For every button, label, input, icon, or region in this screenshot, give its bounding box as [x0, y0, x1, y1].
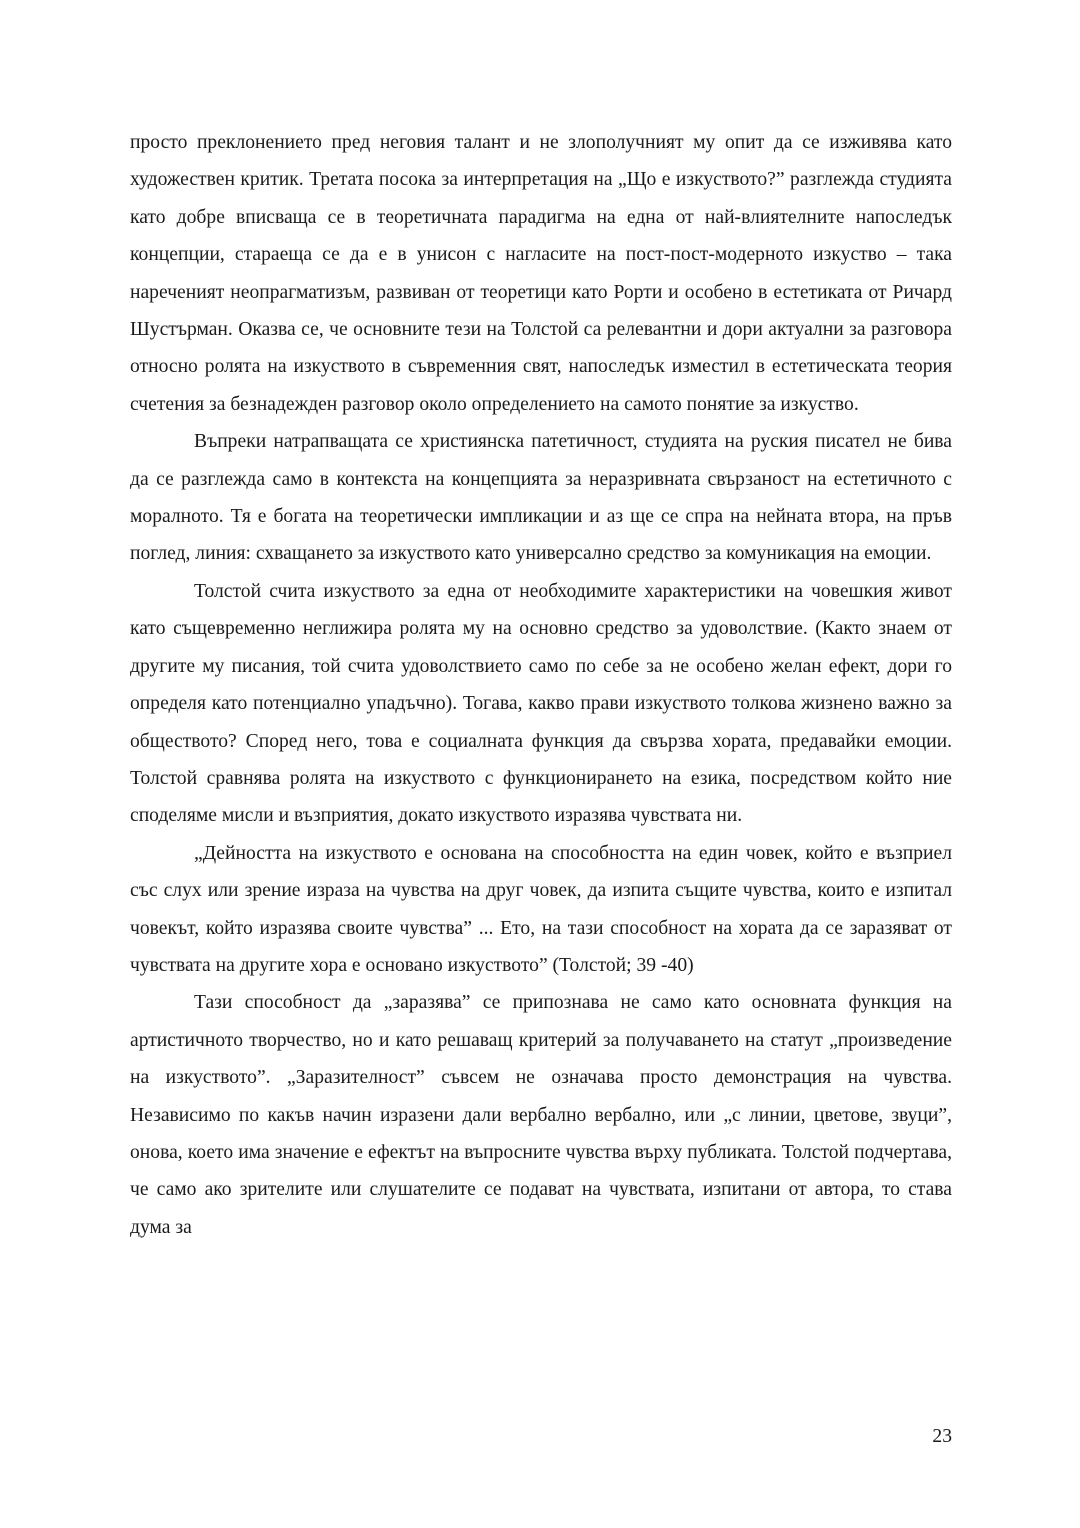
paragraph-2: Въпреки натрапващата се християнска патетичност, студията на руския писател не бива да се разглежда само в контекста на концепцията за неразривната свързаност на естетичното с моралното. Тя е богата на теоретически импликации и аз ще се спра на нейната втора, на пръв поглед, линия: схващането за изкуството като универсално средство за комуникация на емоции.	[130, 431, 952, 565]
body-text	[130, 124, 952, 1246]
paragraph-1: просто преклонението пред неговия талант и не злополучният му опит да се изживява като художествен критик. Третата посока за интерпретация на „Що е изкуството?” разглежда студията като добре вписваща се в теоретичната парадигма на една от най-влиятелните напоследък концепции, стараеща се да е в унисон с нагласите на пост-пост-модерното изкуство – така нареченият неопрагматизъм, развиван от теоретици като Рорти и особено в естетиката от Ричард Шустърман. Оказва се, че основните тези на Толстой са релевантни и дори актуални за разговора относно ролята на изкуството в съвременния свят, напоследък изместил в естетическата теория счетения за безнадежден разговор около определението на самото понятие за изкуство.	[130, 132, 952, 415]
paragraph-4-quote: „Дейността на изкуството е основана на способността на един човек, който е възприел със слух или зрение израза на чувства на друг човек, да изпита същите чувства, които е изпитал човекът, който изразява своите чувства” ... Ето, на тази способност на хората да се заразяват от чувствата на другите хора е основано изкуството” (Толстой; 39 -40)	[130, 842, 952, 976]
paragraph-5: Тази способност да „заразява” се припознава не само като основната функция на артистичното творчество, но и като решаващ критерий за получаването на статут „произведение на изкуството”. „Заразителност” съвсем не означава просто демонстрация на чувства. Независимо по какъв начин изразени дали вербално вербално, или „с линии, цветове, звуци”, онова, което има значение е ефектът на въпросните чувства върху публиката. Толстой подчертава, че само ако зрителите или слушателите се подават на чувствата, изпитани от автора, то става дума за	[130, 992, 952, 1238]
page-number: 23	[932, 1426, 952, 1447]
paragraph-3: Толстой счита изкуството за една от необходимите характеристики на човешкия живот като същевременно неглижира ролята му на основно средство за удоволствие. (Както знаем от другите му писания, той счита удоволствието само по себе за не особено желан ефект, дори го определя като потенциално упадъчно). Тогава, какво прави изкуството толкова жизнено важно за обществото? Според него, това е социалната функция да свързва хората, предавайки емоции. Толстой сравнява ролята на изкуството с функционирането на езика, посредством който ние споделяме мисли и възприятия, докато изкуството изразява чувствата ни.	[130, 580, 952, 827]
